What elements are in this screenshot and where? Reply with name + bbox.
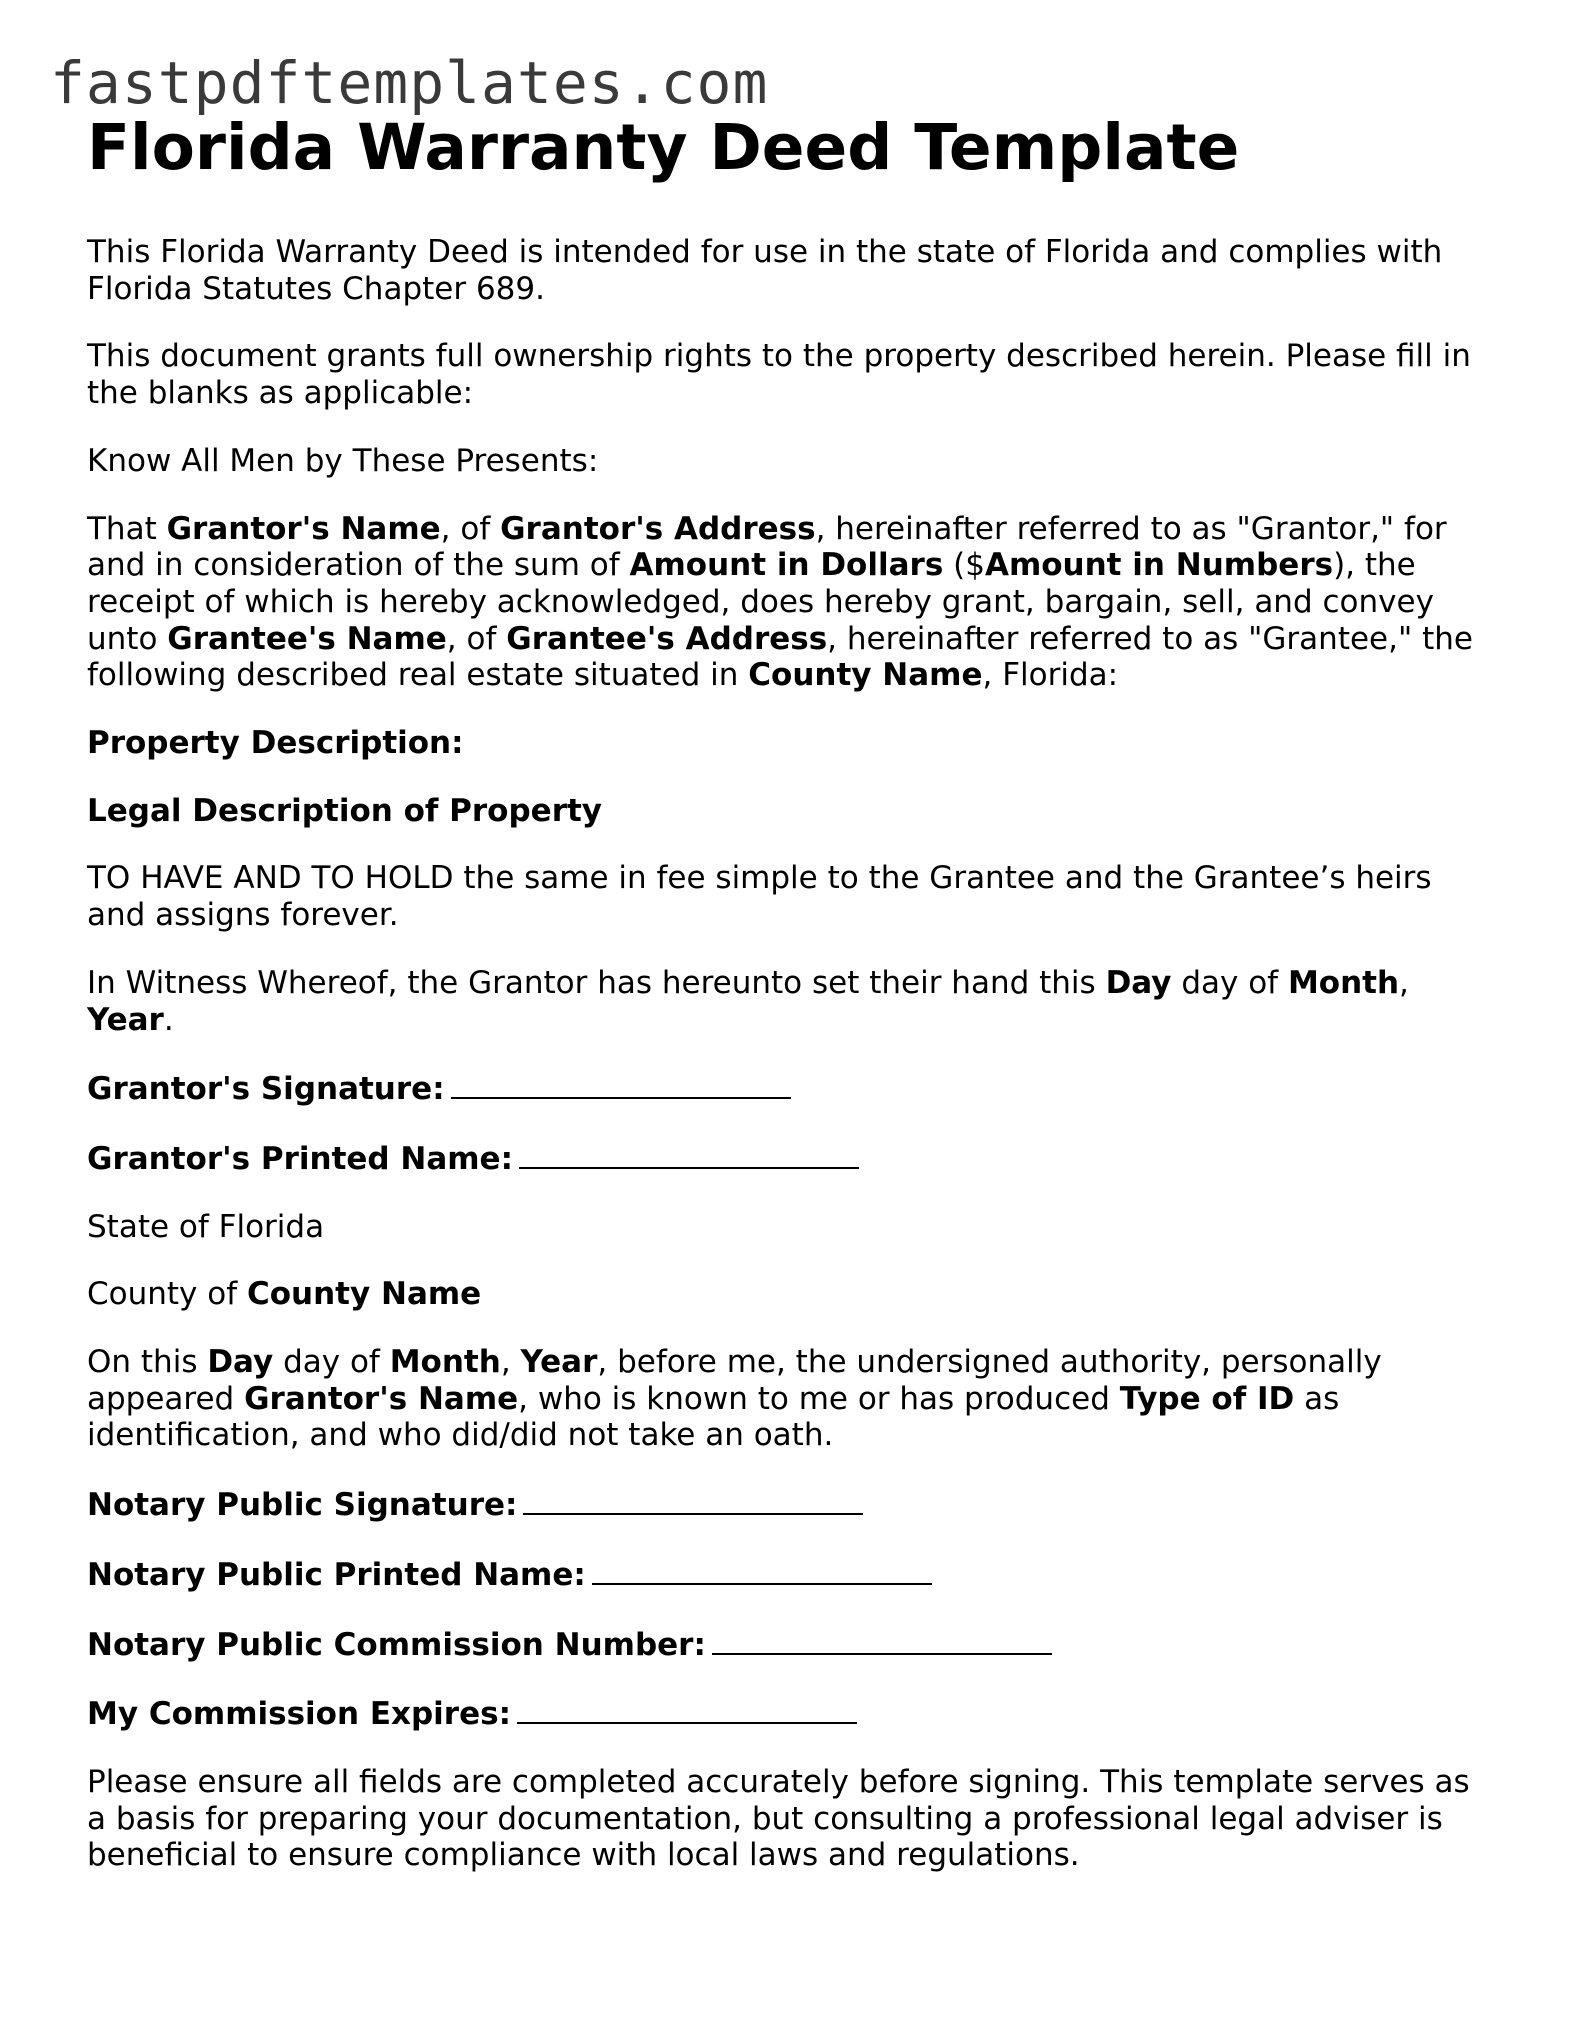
site-watermark: fastpdftemplates.com [50, 49, 769, 117]
notary-signature-row [87, 1485, 1497, 1524]
state-line: State of Florida [87, 1208, 325, 1245]
grantor-printed-name-line[interactable] [519, 1139, 859, 1169]
ack-text: as identification, and who did/did not take an oath. [87, 1380, 1340, 1454]
conveyance-text: ), the receipt of which is hereby acknowledged, does hereby grant, bargain, sell, and convey unto [87, 547, 1434, 657]
grantor-printed-name-label: Grantor's Printed Name: [87, 1140, 513, 1177]
grantor-name-field: Grantor's Name [166, 510, 441, 547]
habendum-paragraph: TO HAVE AND TO HOLD the same in fee simple to the Grantee and the Grantee’s heirs and assigns forever. [87, 860, 1432, 934]
notary-printed-name-label: Notary Public Printed Name: [87, 1556, 586, 1593]
property-heading [87, 725, 1497, 762]
ack-text: , who is known to me or has produced [518, 1380, 1120, 1417]
month-field: Month [1287, 964, 1400, 1001]
county-line [87, 1276, 1497, 1313]
day-field: Day [1105, 964, 1172, 1001]
instructions-paragraph: This document grants full ownership rights to the property described herein. Please fill in the blanks as applicable: [87, 338, 1471, 412]
grantee-name-field: Grantee's Name [167, 620, 447, 657]
id-type-field: Type of ID [1119, 1380, 1295, 1417]
legal-description [87, 793, 1497, 830]
property-heading-text: Property Description: [87, 725, 464, 762]
conveyance-text: , Florida: [982, 657, 1119, 694]
grantor-printed-name-row [87, 1139, 1497, 1178]
witness-paragraph [87, 965, 1497, 1038]
notary-printed-name-line[interactable] [592, 1555, 932, 1585]
grantee-address-field: Grantee's Address [506, 620, 828, 657]
ack-text: day of [273, 1344, 390, 1381]
amount-numbers-field: Amount in Numbers [984, 547, 1334, 584]
grantor-address-field: Grantor's Address [500, 510, 816, 547]
intro-paragraph: This Florida Warranty Deed is intended for use in the state of Florida and complies with Florida Statutes Chapter 689. [87, 234, 1443, 307]
ack-grantor-name-field: Grantor's Name [244, 1380, 519, 1417]
deed-document [87, 106, 1497, 1905]
commission-expires-row [87, 1694, 1497, 1733]
acknowledgment-paragraph [87, 1344, 1497, 1454]
commission-expires-line[interactable] [517, 1694, 857, 1724]
conveyance-text: , of [440, 510, 501, 547]
legal-description-field: Legal Description of Property [87, 792, 603, 829]
conveyance-text: , hereinafter referred to as "Grantor," for and in consideration of the sum of [87, 510, 1447, 584]
commission-expires-label: My Commission Expires: [87, 1696, 511, 1733]
ack-text: , before me, the undersigned authority, personally appeared [87, 1344, 1382, 1417]
ack-text: On this [87, 1344, 208, 1381]
county-field: County Name [247, 1276, 482, 1313]
county-prefix: County of [87, 1276, 247, 1313]
notary-signature-label: Notary Public Signature: [87, 1487, 518, 1524]
conveyance-text: , hereinafter referred to as "Grantee," the following described real estate situated in [87, 620, 1473, 694]
notary-commission-line[interactable] [712, 1625, 1052, 1655]
notary-commission-label: Notary Public Commission Number: [87, 1626, 706, 1663]
witness-text: day of [1171, 964, 1288, 1001]
ack-day-field: Day [207, 1344, 274, 1381]
closing-paragraph: Please ensure all fields are completed accurately before signing. This template serves as a basis for preparing your documentation, but consulting a professional legal adviser is beneficial to ensure compliance with local laws and regulations. [87, 1763, 1470, 1874]
page-title: Florida Warranty Deed Template [87, 111, 1240, 184]
conveyance-text: That [87, 510, 167, 547]
witness-text: , [1399, 964, 1409, 1001]
year-field: Year [87, 1001, 164, 1038]
witness-text: . [163, 1001, 174, 1038]
county-name-field: County Name [748, 657, 983, 694]
grantor-signature-label: Grantor's Signature: [87, 1071, 445, 1108]
notary-printed-name-row [87, 1555, 1497, 1594]
conveyance-text: ($ [943, 547, 985, 584]
notary-commission-row [87, 1625, 1497, 1664]
amount-dollars-field: Amount in Dollars [629, 547, 944, 584]
grantor-signature-line[interactable] [451, 1069, 791, 1099]
ack-month-field: Month [389, 1344, 501, 1381]
notary-signature-line[interactable] [523, 1485, 863, 1515]
presents-line: Know All Men by These Presents: [87, 442, 599, 479]
grantor-signature-row [87, 1069, 1497, 1108]
witness-text: In Witness Whereof, the Grantor has hereunto set their hand this [87, 964, 1106, 1001]
ack-year-field: Year [520, 1344, 598, 1381]
ack-text: , [500, 1344, 521, 1381]
conveyance-text: , of [446, 620, 507, 657]
conveyance-paragraph [87, 511, 1497, 695]
